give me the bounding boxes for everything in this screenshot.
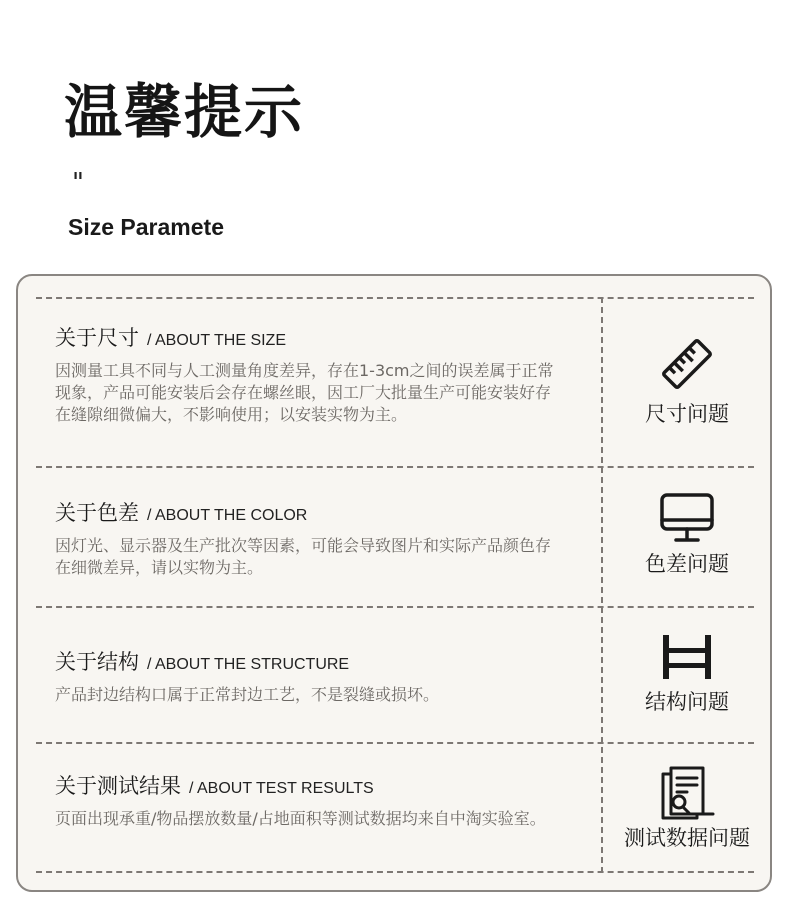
- divider-bottom: [36, 871, 754, 873]
- section-test-results: [55, 770, 575, 830]
- quote-mark: ": [72, 168, 84, 198]
- side-label: 尺寸问题: [645, 402, 729, 426]
- document-search-icon: [657, 764, 717, 820]
- section-subtitle-en: / ABOUT TEST RESULTS: [189, 780, 374, 797]
- divider-top: [36, 297, 754, 299]
- section-title: 关于尺寸: [55, 326, 139, 350]
- section-body: 产品封边结构口属于正常封边工艺，不是裂缝或损坏。: [55, 685, 440, 704]
- section-title: 关于色差: [55, 501, 139, 525]
- section-body: 因灯光、显示器及生产批次等因素，可能会导致图片和实际产品颜色存在细微差异，请以实物为主。: [55, 536, 552, 577]
- side-structure: [603, 634, 771, 716]
- section-subtitle-en: / ABOUT THE STRUCTURE: [147, 656, 350, 673]
- page-title: 温馨提示: [64, 78, 305, 146]
- section-body: 因测量工具不同与人工测量角度差异，存在1-3cm之间的误差属于正常现象，产品可能安装后会存在螺丝眼，因工厂大批量生产可能安装好存在缝隙细微偏大，不影响使用；以安装实物为主。: [55, 361, 554, 424]
- page-subtitle: Size Paramete: [68, 214, 224, 240]
- section-subtitle-en: / ABOUT THE SIZE: [147, 332, 286, 349]
- section-title: 关于结构: [55, 650, 139, 674]
- section-body: 页面出现承重/物品摆放数量/占地面积等测试数据均来自中淘实验室。: [55, 809, 546, 828]
- divider-1: [36, 466, 754, 468]
- side-test-results: [603, 764, 771, 852]
- section-size: [55, 322, 575, 426]
- monitor-icon: [659, 492, 715, 544]
- side-label: 色差问题: [645, 552, 729, 576]
- divider-3: [36, 742, 754, 744]
- section-color: [55, 497, 575, 579]
- divider-2: [36, 606, 754, 608]
- side-size: [603, 336, 771, 428]
- ladder-icon: [661, 634, 713, 680]
- section-subtitle-en: / ABOUT THE COLOR: [147, 507, 308, 524]
- ruler-icon: [659, 336, 715, 392]
- side-label: 结构问题: [645, 690, 729, 714]
- section-title: 关于测试结果: [55, 774, 181, 798]
- side-color: [603, 492, 771, 578]
- side-label: 测试数据问题: [624, 826, 750, 850]
- section-structure: [55, 646, 575, 706]
